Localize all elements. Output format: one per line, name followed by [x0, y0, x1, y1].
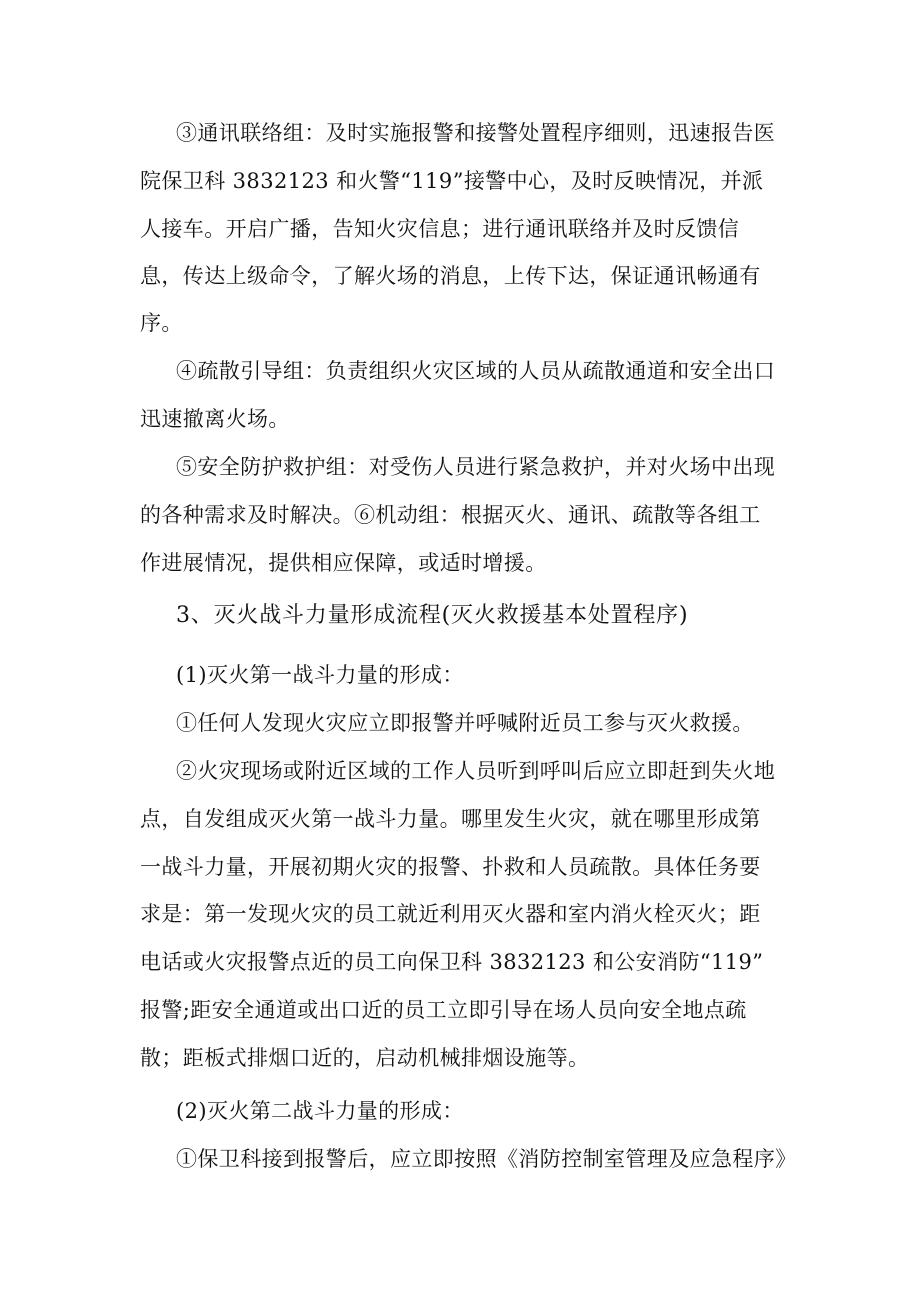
paragraph-line: ①保卫科接到报警后，应立即按照《消防控制室管理及应急程序》: [176, 1147, 797, 1171]
paragraph-line: 点，自发组成灭火第一战斗力量。哪里发生火灾，就在哪里形成第: [140, 807, 761, 831]
subsection-title: (1)灭火第一战斗力量的形成：: [176, 663, 464, 687]
paragraph-line: 报警;距安全通道或出口近的员工立即引导在场人员向安全地点疏: [140, 998, 747, 1022]
paragraph-line: ①任何人发现火灾应立即报警并呼喊附近员工参与灭火救援。: [176, 711, 754, 735]
paragraph-line: 电话或火灾报警点近的员工向保卫科 3832123 和公安消防“119”: [140, 950, 764, 974]
paragraph-line: 迅速撤离火场。: [140, 407, 290, 431]
subsection-title: (2)灭火第二战斗力量的形成：: [176, 1099, 464, 1123]
paragraph-line: 求是：第一发现火灾的员工就近利用灭火器和室内消火栓灭火；距: [140, 902, 761, 926]
paragraph-line: 一战斗力量，开展初期火灾的报警、扑救和人员疏散。具体任务要: [140, 855, 761, 879]
paragraph-line: 序。: [140, 311, 183, 335]
paragraph-line: ③通讯联络组：及时实施报警和接警处置程序细则，迅速报告医: [176, 121, 776, 145]
paragraph-line: ⑤安全防护救护组：对受伤人员进行紧急救护，并对火场中出现: [176, 455, 776, 479]
paragraph-line: ④疏散引导组：负责组织火灾区域的人员从疏散通道和安全出口: [176, 359, 776, 383]
section-heading: 3、灭火战斗力量形成流程(灭火救援基本处置程序): [176, 603, 689, 628]
paragraph-line: 息，传达上级命令，了解火场的消息，上传下达，保证通讯畅通有: [140, 264, 761, 288]
paragraph-line: 散；距板式排烟口近的，启动机械排烟设施等。: [140, 1046, 590, 1070]
paragraph-line: 院保卫科 3832123 和火警“119”接警中心，及时反映情况，并派: [140, 169, 764, 193]
paragraph-line: 的各种需求及时解决。⑥机动组：根据灭火、通讯、疏散等各组工: [140, 503, 761, 527]
paragraph-line: ②火灾现场或附近区域的工作人员听到呼叫后应立即赶到失火地: [176, 759, 776, 783]
paragraph-line: 作进展情况，提供相应保障，或适时增援。: [140, 551, 547, 575]
paragraph-line: 人接车。开启广播，告知火灾信息；进行通讯联络并及时反馈信: [140, 217, 740, 241]
